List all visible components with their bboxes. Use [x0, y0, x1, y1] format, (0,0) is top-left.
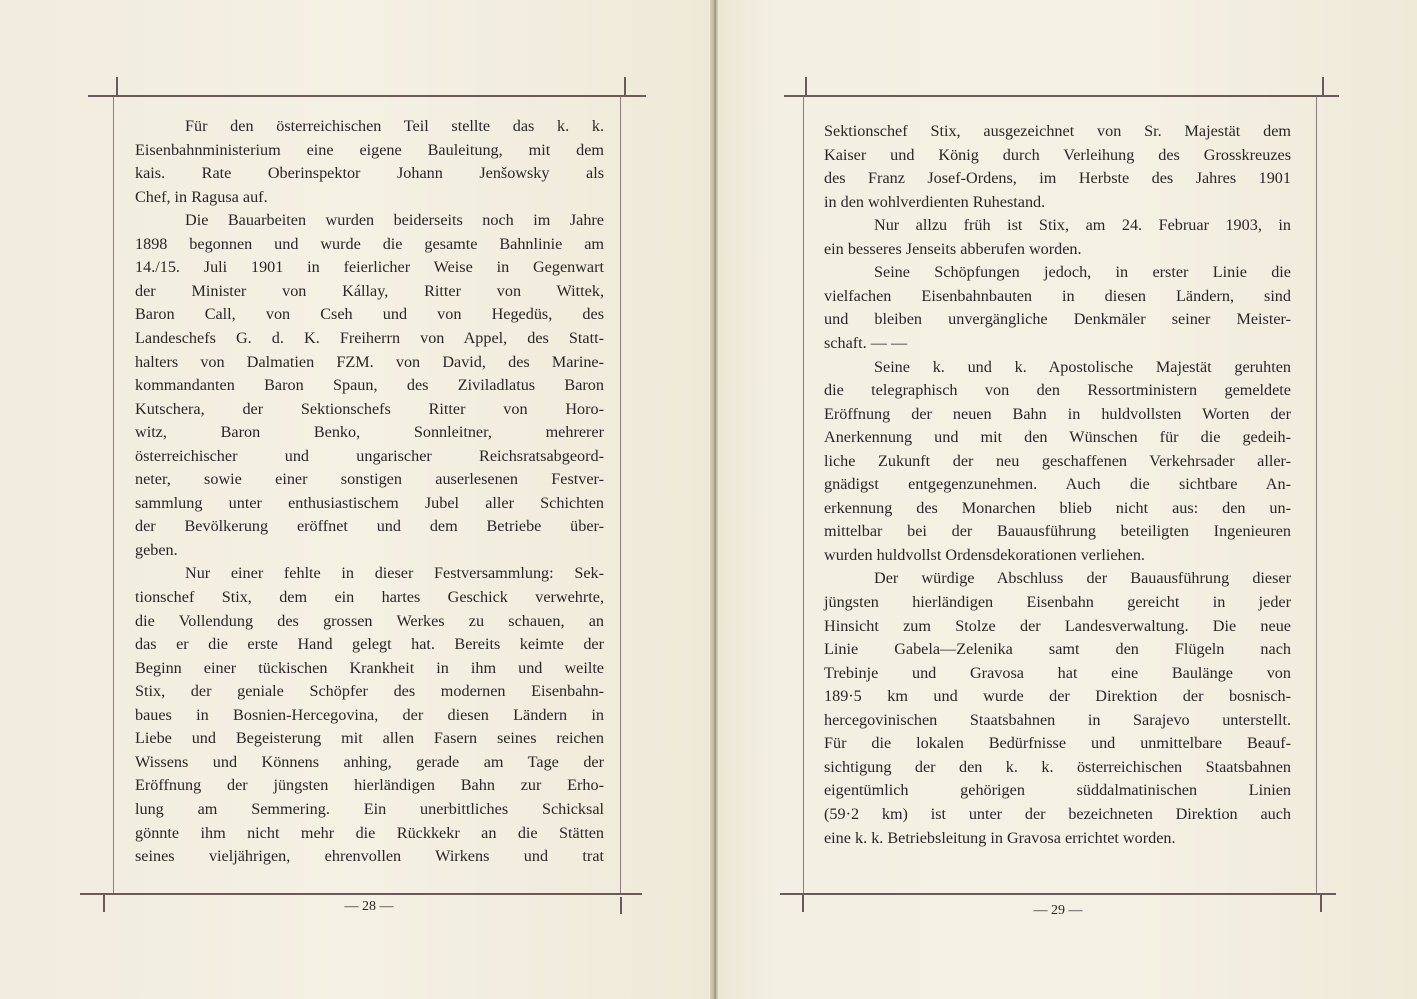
text-line: 1898 begonnen und wurde die gesamte Bahnlinie am: [135, 234, 604, 253]
text-line: liche Zukunft der neu geschaffenen Verkehrsader aller-: [824, 451, 1291, 470]
text-line: Eröffnung der jüngsten hierländigen Bahn zur Erho-: [135, 776, 604, 795]
text-line: eine k. k. Betriebsleitung in Gravosa errichtet worden.: [824, 828, 1176, 847]
text-frame-left: [113, 97, 114, 894]
text-line: halters von Dalmatien FZM. von David, des Marine-: [135, 352, 604, 371]
text-line: die Vollendung des grossen Werkes zu schauen, an: [135, 611, 604, 630]
bottom-right-tick: [620, 897, 622, 914]
text-line: baues in Bosnien-Hercegovina, der diesen Ländern in: [135, 705, 604, 724]
bottom-left-tick: [103, 895, 105, 912]
text-line: Nur allzu früh ist Stix, am 24. Februar 1903, in: [874, 216, 1291, 235]
text-line: schaft. — —: [824, 333, 908, 352]
text-line: Seine k. und k. Apostolische Majestät geruhten: [874, 357, 1291, 376]
text-line: Sektionschef Stix, ausgezeichnet von Sr. Majestät dem: [824, 122, 1291, 140]
text-line: des Franz Josef-Ordens, im Herbste des Jahres 1901: [824, 169, 1291, 188]
text-line: sammlung unter enthusiastischem Jubel aller Schichten: [135, 493, 604, 512]
text-line: Liebe und Begeisterung mit allen Fasern seines reichen: [135, 729, 604, 748]
text-line: Linie Gabela—Zelenika samt den Flügeln nach: [824, 640, 1291, 659]
text-line: (59·2 km) ist unter der bezeichneten Direktion auch: [824, 804, 1291, 823]
text-line: Eröffnung der neuen Bahn in huldvollsten Worten der: [824, 404, 1291, 423]
text-line: hercegovinischen Staatsbahnen in Sarajevo unterstellt.: [824, 710, 1291, 729]
text-frame-right: [620, 97, 621, 894]
top-rule: [784, 95, 1339, 97]
text-line: Anerkennung und mit den Wünschen für die gedeih-: [824, 428, 1291, 447]
text-line: Landeschefs G. d. K. Freiherrn von Appel, des Statt-: [135, 328, 604, 347]
right-page: [718, 0, 1417, 999]
bottom-left-tick: [802, 895, 804, 912]
text-line: Nur einer fehlte in dieser Festversammlung: Sek-: [185, 564, 604, 583]
text-line: der Minister von Kállay, Ritter von Wittek,: [135, 281, 604, 300]
text-line: witz, Baron Benko, Sonnleitner, mehrerer: [135, 423, 604, 442]
text-line: österreichischer und ungarischer Reichsratsabgeord-: [135, 446, 604, 465]
text-line: sichtigung der den k. k. österreichischen Staatsbahnen: [824, 757, 1291, 776]
top-right-tick: [624, 77, 626, 96]
text-line: jüngsten hierländigen Eisenbahn gereicht in jeder: [824, 593, 1291, 611]
text-line: Chef, in Ragusa auf.: [135, 187, 268, 206]
text-line: Hinsicht zum Stolze der Landesverwaltung. Die neue: [824, 616, 1291, 635]
text-line: Trebinje und Gravosa hat eine Baulänge von: [824, 663, 1291, 682]
text-line: das er die erste Hand gelegt hat. Bereits keimte der: [135, 635, 604, 654]
top-rule: [88, 95, 646, 97]
page-number: — 28 —: [344, 899, 394, 914]
text-line: 14./15. Juli 1901 in feierlicher Weise in Gegenwart: [135, 258, 604, 277]
text-line: kommandanten Baron Spaun, des Ziviladlatus Baron: [135, 376, 604, 395]
text-line: wurden huldvollst Ordensdekorationen verliehen.: [824, 545, 1145, 564]
bottom-right-tick: [1320, 895, 1322, 912]
text-line: Beginn einer tückischen Krankheit in ihm und weilte: [135, 658, 604, 677]
text-line: neter, sowie einer sonstigen auserlesenen Festver-: [135, 470, 604, 489]
text-line: gönnte ihm nicht mehr die Rückkekr an die Stätten: [135, 823, 604, 842]
text-line: und bleiben unvergängliche Denkmäler seiner Meister-: [824, 310, 1291, 329]
text-frame-left: [803, 97, 804, 894]
text-line: kais. Rate Oberinspektor Johann Jenšowsky als: [135, 164, 604, 183]
text-line: Baron Call, von Cseh und von Hegedüs, des: [135, 305, 604, 324]
body-text: [824, 121, 1291, 881]
text-line: ein besseres Jenseits abberufen worden.: [824, 239, 1082, 258]
body-text: [135, 116, 604, 876]
text-line: 189·5 km und wurde der Direktion der bosnisch-: [824, 687, 1291, 706]
text-line: Kaiser und König durch Verleihung des Grosskreuzes: [824, 145, 1291, 164]
text-line: Für den österreichischen Teil stellte das k. k.: [185, 117, 604, 135]
text-line: mittelbar bei der Bauausführung beteiligten Ingenieuren: [824, 522, 1291, 541]
text-frame-right: [1316, 97, 1317, 894]
text-line: lung am Semmering. Ein unerbittliches Schicksal: [135, 799, 604, 818]
text-line: Wissens und Könnens anhing, gerade am Tage der: [135, 752, 604, 771]
text-line: geben.: [135, 540, 178, 559]
text-line: Seine Schöpfungen jedoch, in erster Linie die: [874, 263, 1291, 282]
text-line: der Bevölkerung eröffnet und dem Betriebe über-: [135, 517, 604, 536]
text-line: eigentümlich gehörigen süddalmatinischen Linien: [824, 781, 1291, 800]
bottom-rule: [780, 893, 1336, 895]
page-number: — 29 —: [1033, 903, 1083, 918]
text-line: Eisenbahnministerium eine eigene Bauleitung, mit dem: [135, 140, 604, 159]
text-line: die telegraphisch von den Ressortministern gemeldete: [824, 381, 1291, 400]
text-line: gnädigst entgegenzunehmen. Auch die sichtbare An-: [824, 475, 1291, 494]
text-line: Für die lokalen Bedürfnisse und unmittelbare Beauf-: [824, 734, 1291, 753]
text-line: tionschef Stix, dem ein hartes Geschick verwehrte,: [135, 588, 604, 606]
text-line: vielfachen Eisenbahnbauten in diesen Ländern, sind: [824, 286, 1291, 305]
text-line: Die Bauarbeiten wurden beiderseits noch im Jahre: [185, 211, 604, 230]
text-line: erkennung des Monarchen blieb nicht aus: den un-: [824, 498, 1291, 517]
text-line: Kutschera, der Sektionschefs Ritter von Horo-: [135, 399, 604, 418]
top-left-tick: [805, 77, 807, 96]
top-right-tick: [1322, 77, 1324, 96]
text-line: Der würdige Abschluss der Bauausführung dieser: [874, 569, 1291, 588]
text-line: Stix, der geniale Schöpfer des modernen Eisenbahn-: [135, 682, 604, 701]
text-line: seines vieljährigen, ehrenvollen Wirkens und trat: [135, 847, 604, 866]
bottom-rule: [80, 893, 642, 895]
top-left-tick: [116, 77, 118, 96]
text-line: in den wohlverdienten Ruhestand.: [824, 192, 1046, 211]
